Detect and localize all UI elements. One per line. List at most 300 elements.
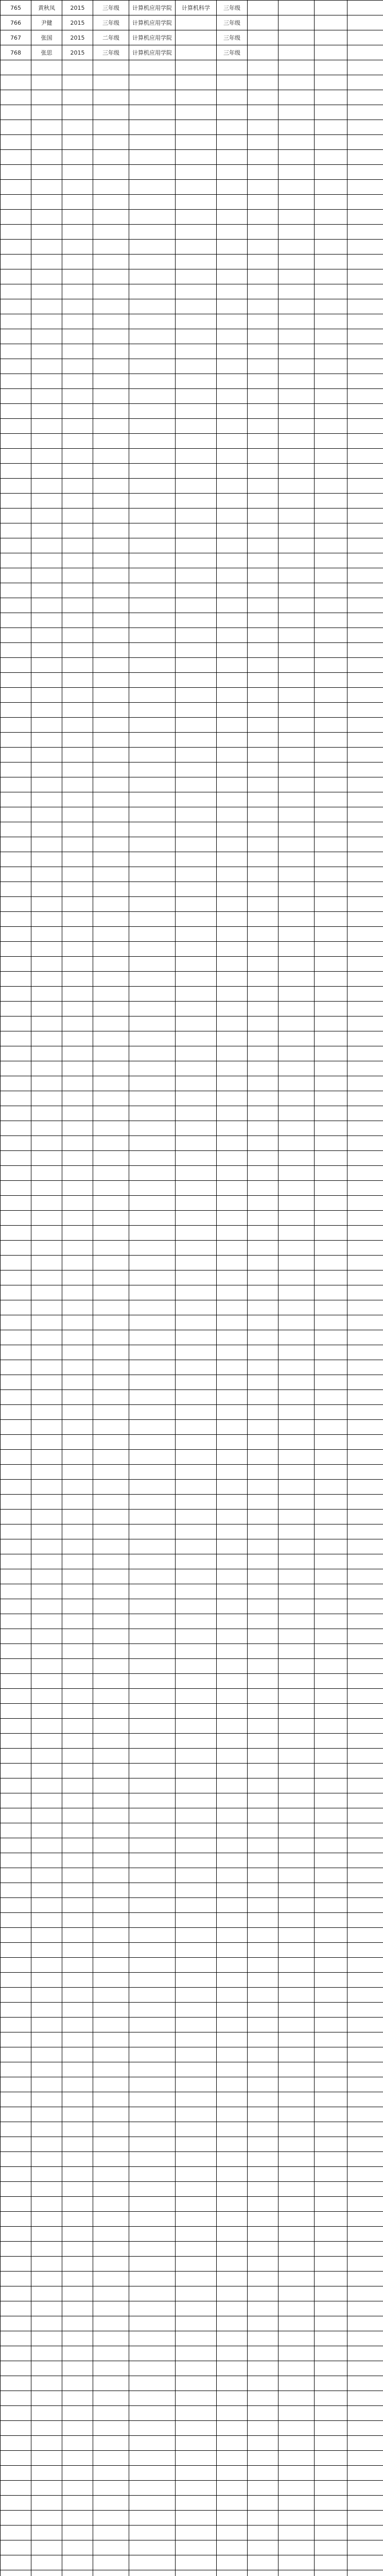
table-cell: [62, 807, 93, 822]
table-cell: [62, 1166, 93, 1181]
table-cell: [315, 1973, 347, 1988]
table-cell: [176, 568, 217, 583]
table-row: [1, 1943, 383, 1958]
table-cell: [347, 1061, 383, 1076]
table-cell: [217, 2555, 248, 2570]
table-cell: [248, 120, 278, 135]
table-cell: [315, 1076, 347, 1091]
table-cell: [93, 1569, 129, 1584]
table-cell: [248, 1644, 278, 1659]
table-cell: [347, 1778, 383, 1793]
table-cell: [1, 1853, 31, 1868]
table-cell: [315, 479, 347, 494]
table-cell: [278, 1569, 315, 1584]
table-cell: [93, 553, 129, 568]
table-cell: [93, 2167, 129, 2182]
table-cell: [62, 762, 93, 777]
table-cell: [93, 1689, 129, 1704]
table-cell: [31, 1076, 62, 1091]
table-cell: [1, 344, 31, 359]
table-cell: [93, 867, 129, 882]
table-cell: [217, 2496, 248, 2511]
table-cell: [1, 987, 31, 1002]
table-cell: [93, 2242, 129, 2257]
table-cell: [93, 1166, 129, 1181]
table-cell: [62, 240, 93, 255]
table-cell: [347, 389, 383, 404]
table-cell: [176, 1360, 217, 1375]
table-cell: [217, 494, 248, 509]
table-cell: [31, 2376, 62, 2391]
table-cell: [248, 1898, 278, 1913]
table-cell: [217, 165, 248, 180]
table-cell: [1, 718, 31, 733]
table-cell: [347, 1285, 383, 1300]
table-cell: [315, 1031, 347, 1046]
table-cell: [315, 1315, 347, 1330]
table-cell: [93, 1211, 129, 1226]
table-cell: [347, 2227, 383, 2242]
table-cell: [176, 75, 217, 90]
table-cell: [347, 822, 383, 837]
table-cell: [93, 2272, 129, 2286]
table-cell: [93, 120, 129, 135]
table-cell: [129, 852, 176, 867]
table-cell: [176, 1988, 217, 2003]
table-cell: [93, 344, 129, 359]
table-cell: [62, 1674, 93, 1689]
table-cell: [129, 2436, 176, 2451]
table-cell: [93, 464, 129, 479]
table-cell: [217, 1510, 248, 1524]
table-cell: [62, 2077, 93, 2092]
table-row: [1, 2421, 383, 2436]
table-cell: [129, 374, 176, 389]
table-cell: [62, 2167, 93, 2182]
table-cell: [1, 807, 31, 822]
table-cell: [248, 1778, 278, 1793]
table-cell: [93, 1091, 129, 1106]
table-cell: [217, 2242, 248, 2257]
table-row: [1, 792, 383, 807]
table-cell: [93, 1719, 129, 1734]
table-cell: [176, 1943, 217, 1958]
table-cell: [278, 1076, 315, 1091]
table-cell: [129, 1076, 176, 1091]
table-cell: [129, 2526, 176, 2540]
table-cell: [62, 1345, 93, 1360]
table-cell: [129, 1524, 176, 1539]
table-cell: [347, 2376, 383, 2391]
table-cell: [315, 2092, 347, 2107]
table-cell: [62, 210, 93, 225]
table-cell: [278, 807, 315, 822]
table-cell: [278, 1270, 315, 1285]
table-cell: [129, 2466, 176, 2481]
table-cell: [1, 2540, 31, 2555]
table-cell: [129, 299, 176, 314]
table-cell: [176, 1450, 217, 1465]
table-cell: [93, 299, 129, 314]
table-cell: [315, 344, 347, 359]
table-cell: [217, 1988, 248, 2003]
table-cell: [62, 90, 93, 105]
table-cell: [1, 284, 31, 299]
table-cell: [347, 2197, 383, 2212]
table-cell: [31, 2032, 62, 2047]
table-cell: [129, 2316, 176, 2331]
table-cell: [1, 1390, 31, 1405]
table-cell: [315, 553, 347, 568]
table-cell: [248, 1390, 278, 1405]
table-cell: [217, 2481, 248, 2496]
table-row: [1, 1958, 383, 1973]
table-cell: [315, 240, 347, 255]
table-cell: [278, 1031, 315, 1046]
table-cell: [31, 748, 62, 762]
table-cell: [62, 299, 93, 314]
table-cell: [62, 628, 93, 643]
table-cell: [62, 583, 93, 598]
table-cell: [278, 449, 315, 464]
table-row: [1, 1241, 383, 1256]
table-cell: [347, 180, 383, 195]
table-cell: [31, 1749, 62, 1764]
table-cell: [176, 1495, 217, 1510]
table-cell: [176, 1345, 217, 1360]
table-cell: [31, 60, 62, 75]
table-cell: [1, 1823, 31, 1838]
table-cell: 计算机应用学院: [129, 1, 176, 15]
table-cell: [129, 1480, 176, 1495]
table-cell: [278, 2167, 315, 2182]
table-cell: [62, 822, 93, 837]
table-row: [1, 762, 383, 777]
table-row: [1, 2122, 383, 2137]
table-cell: [278, 2540, 315, 2555]
table-row: [1, 673, 383, 688]
table-cell: [129, 2570, 176, 2576]
table-row: [1, 1226, 383, 1241]
table-cell: [93, 2555, 129, 2570]
table-cell: [62, 1136, 93, 1151]
table-cell: [129, 1868, 176, 1883]
table-cell: [278, 852, 315, 867]
table-cell: [176, 225, 217, 240]
table-cell: [176, 255, 217, 269]
table-cell: [315, 1539, 347, 1554]
table-cell: [1, 1360, 31, 1375]
table-cell: [31, 2018, 62, 2032]
table-cell: [129, 1644, 176, 1659]
table-cell: [347, 1868, 383, 1883]
table-cell: [278, 60, 315, 75]
table-cell: [347, 1450, 383, 1465]
table-cell: [248, 1420, 278, 1435]
table-cell: [217, 643, 248, 658]
table-cell: [248, 1181, 278, 1196]
table-cell: [31, 449, 62, 464]
table-cell: [31, 643, 62, 658]
table-cell: [278, 1330, 315, 1345]
table-cell: [176, 1002, 217, 1016]
table-row: [1, 2047, 383, 2062]
table-cell: [93, 1390, 129, 1405]
table-cell: [248, 1016, 278, 1031]
table-cell: [278, 927, 315, 942]
table-cell: [62, 673, 93, 688]
table-cell: [31, 1898, 62, 1913]
table-cell: [217, 2032, 248, 2047]
table-cell: [278, 2182, 315, 2197]
table-cell: [347, 852, 383, 867]
table-cell: [93, 807, 129, 822]
table-cell: [315, 1196, 347, 1211]
table-cell: [347, 359, 383, 374]
table-cell: [93, 1554, 129, 1569]
table-cell: [315, 1734, 347, 1749]
table-cell: [347, 1853, 383, 1868]
table-cell: [278, 2346, 315, 2361]
table-cell: [176, 1764, 217, 1778]
table-cell: 张国: [31, 30, 62, 45]
table-cell: [129, 359, 176, 374]
table-cell: [347, 1330, 383, 1345]
table-cell: [315, 1584, 347, 1599]
table-cell: [129, 2272, 176, 2286]
table-cell: [93, 374, 129, 389]
table-cell: [1, 1719, 31, 1734]
table-cell: [176, 1868, 217, 1883]
table-cell: [176, 1315, 217, 1330]
table-cell: [347, 1614, 383, 1629]
table-cell: [315, 329, 347, 344]
table-cell: [347, 2570, 383, 2576]
table-cell: [278, 1764, 315, 1778]
table-cell: [93, 1943, 129, 1958]
table-cell: [1, 2107, 31, 2122]
table-cell: [347, 792, 383, 807]
table-cell: [217, 1719, 248, 1734]
table-cell: [62, 1435, 93, 1450]
table-cell: [62, 2361, 93, 2376]
table-cell: [62, 882, 93, 897]
table-cell: [315, 195, 347, 210]
table-cell: [347, 1674, 383, 1689]
table-cell: [278, 1016, 315, 1031]
table-cell: [1, 2062, 31, 2077]
table-cell: [315, 2466, 347, 2481]
table-cell: [176, 762, 217, 777]
table-cell: [278, 2361, 315, 2376]
table-cell: [176, 1300, 217, 1315]
table-cell: [62, 1405, 93, 1420]
table-cell: [248, 45, 278, 60]
table-cell: [217, 225, 248, 240]
table-cell: [31, 2466, 62, 2481]
table-cell: [315, 2122, 347, 2137]
table-cell: [93, 538, 129, 553]
table-cell: [278, 762, 315, 777]
table-cell: [62, 1480, 93, 1495]
table-cell: [93, 523, 129, 538]
table-cell: [176, 2496, 217, 2511]
table-cell: [31, 1853, 62, 1868]
table-cell: [315, 2511, 347, 2526]
table-cell: [217, 1943, 248, 1958]
table-row: [1, 389, 383, 404]
table-cell: [1, 299, 31, 314]
table-cell: [315, 1450, 347, 1465]
table-cell: [31, 1480, 62, 1495]
table-cell: [315, 105, 347, 120]
table-cell: [62, 2018, 93, 2032]
table-cell: [129, 1360, 176, 1375]
table-cell: [129, 509, 176, 523]
table-cell: [278, 1584, 315, 1599]
table-cell: [248, 1554, 278, 1569]
table-cell: [93, 2227, 129, 2242]
table-cell: [1, 628, 31, 643]
table-cell: [31, 299, 62, 314]
table-cell: [176, 269, 217, 284]
table-cell: [278, 1629, 315, 1644]
table-cell: [347, 643, 383, 658]
table-cell: [176, 733, 217, 748]
table-row: [1, 987, 383, 1002]
table-cell: [347, 2167, 383, 2182]
table-cell: [278, 135, 315, 150]
table-cell: [31, 2242, 62, 2257]
table-cell: [347, 509, 383, 523]
table-row: [1, 1838, 383, 1853]
table-cell: [248, 1689, 278, 1704]
table-cell: [31, 75, 62, 90]
table-cell: [176, 464, 217, 479]
table-cell: [278, 2496, 315, 2511]
table-cell: [217, 673, 248, 688]
table-cell: [93, 972, 129, 987]
table-cell: [31, 2047, 62, 2062]
table-cell: [129, 673, 176, 688]
table-cell: [1, 75, 31, 90]
table-cell: [93, 135, 129, 150]
table-cell: [31, 658, 62, 673]
table-cell: [1, 479, 31, 494]
table-cell: [1, 1076, 31, 1091]
table-row: [1, 688, 383, 703]
table-cell: [1, 762, 31, 777]
table-cell: [217, 2122, 248, 2137]
table-cell: [62, 2212, 93, 2227]
table-cell: [176, 1510, 217, 1524]
table-cell: [217, 1435, 248, 1450]
table-cell: [315, 15, 347, 30]
table-cell: [347, 2451, 383, 2466]
table-cell: [129, 255, 176, 269]
table-cell: [129, 1973, 176, 1988]
table-cell: [129, 344, 176, 359]
table-cell: [217, 1450, 248, 1465]
table-cell: [278, 2316, 315, 2331]
table-cell: [248, 2496, 278, 2511]
table-cell: [93, 2077, 129, 2092]
table-cell: [93, 2003, 129, 2018]
table-cell: [1, 449, 31, 464]
table-cell: [315, 389, 347, 404]
table-cell: [31, 762, 62, 777]
table-cell: [93, 658, 129, 673]
table-cell: [176, 2167, 217, 2182]
table-cell: [176, 2122, 217, 2137]
table-cell: [347, 1764, 383, 1778]
table-cell: [278, 1375, 315, 1390]
table-cell: [217, 1524, 248, 1539]
table-cell: [31, 1061, 62, 1076]
table-cell: [217, 852, 248, 867]
table-cell: [93, 748, 129, 762]
table-cell: [31, 1689, 62, 1704]
table-cell: [347, 1988, 383, 2003]
table-cell: [217, 613, 248, 628]
table-cell: [278, 1659, 315, 1674]
table-cell: [93, 2197, 129, 2212]
table-cell: 2015: [62, 15, 93, 30]
table-cell: [31, 1151, 62, 1166]
table-cell: [62, 1524, 93, 1539]
table-cell: [93, 1375, 129, 1390]
table-cell: [278, 792, 315, 807]
table-cell: [278, 1, 315, 15]
table-cell: [1, 2227, 31, 2242]
table-cell: [217, 867, 248, 882]
table-cell: [31, 2511, 62, 2526]
table-cell: [347, 1435, 383, 1450]
table-cell: [176, 1226, 217, 1241]
table-cell: [129, 2481, 176, 2496]
table-cell: [31, 2092, 62, 2107]
table-cell: [129, 1046, 176, 1061]
table-cell: [176, 553, 217, 568]
table-cell: [93, 2107, 129, 2122]
table-cell: [315, 1898, 347, 1913]
table-cell: [176, 1749, 217, 1764]
table-cell: [248, 852, 278, 867]
table-cell: [315, 1, 347, 15]
table-cell: [1, 314, 31, 329]
table-cell: [217, 479, 248, 494]
table-cell: [347, 2182, 383, 2197]
table-cell: [278, 1554, 315, 1569]
table-cell: [248, 1091, 278, 1106]
table-cell: [347, 2391, 383, 2406]
table-cell: [248, 1629, 278, 1644]
table-cell: [176, 1704, 217, 1719]
table-cell: [129, 2152, 176, 2167]
table-cell: [278, 479, 315, 494]
table-cell: [315, 2570, 347, 2576]
table-cell: [278, 1614, 315, 1629]
table-cell: [248, 1943, 278, 1958]
table-cell: [176, 404, 217, 419]
table-cell: [278, 419, 315, 434]
table-cell: [217, 1554, 248, 1569]
table-cell: [93, 1420, 129, 1435]
table-cell: [278, 1808, 315, 1823]
table-cell: [93, 2152, 129, 2167]
table-cell: [217, 1764, 248, 1778]
table-cell: [1, 1838, 31, 1853]
